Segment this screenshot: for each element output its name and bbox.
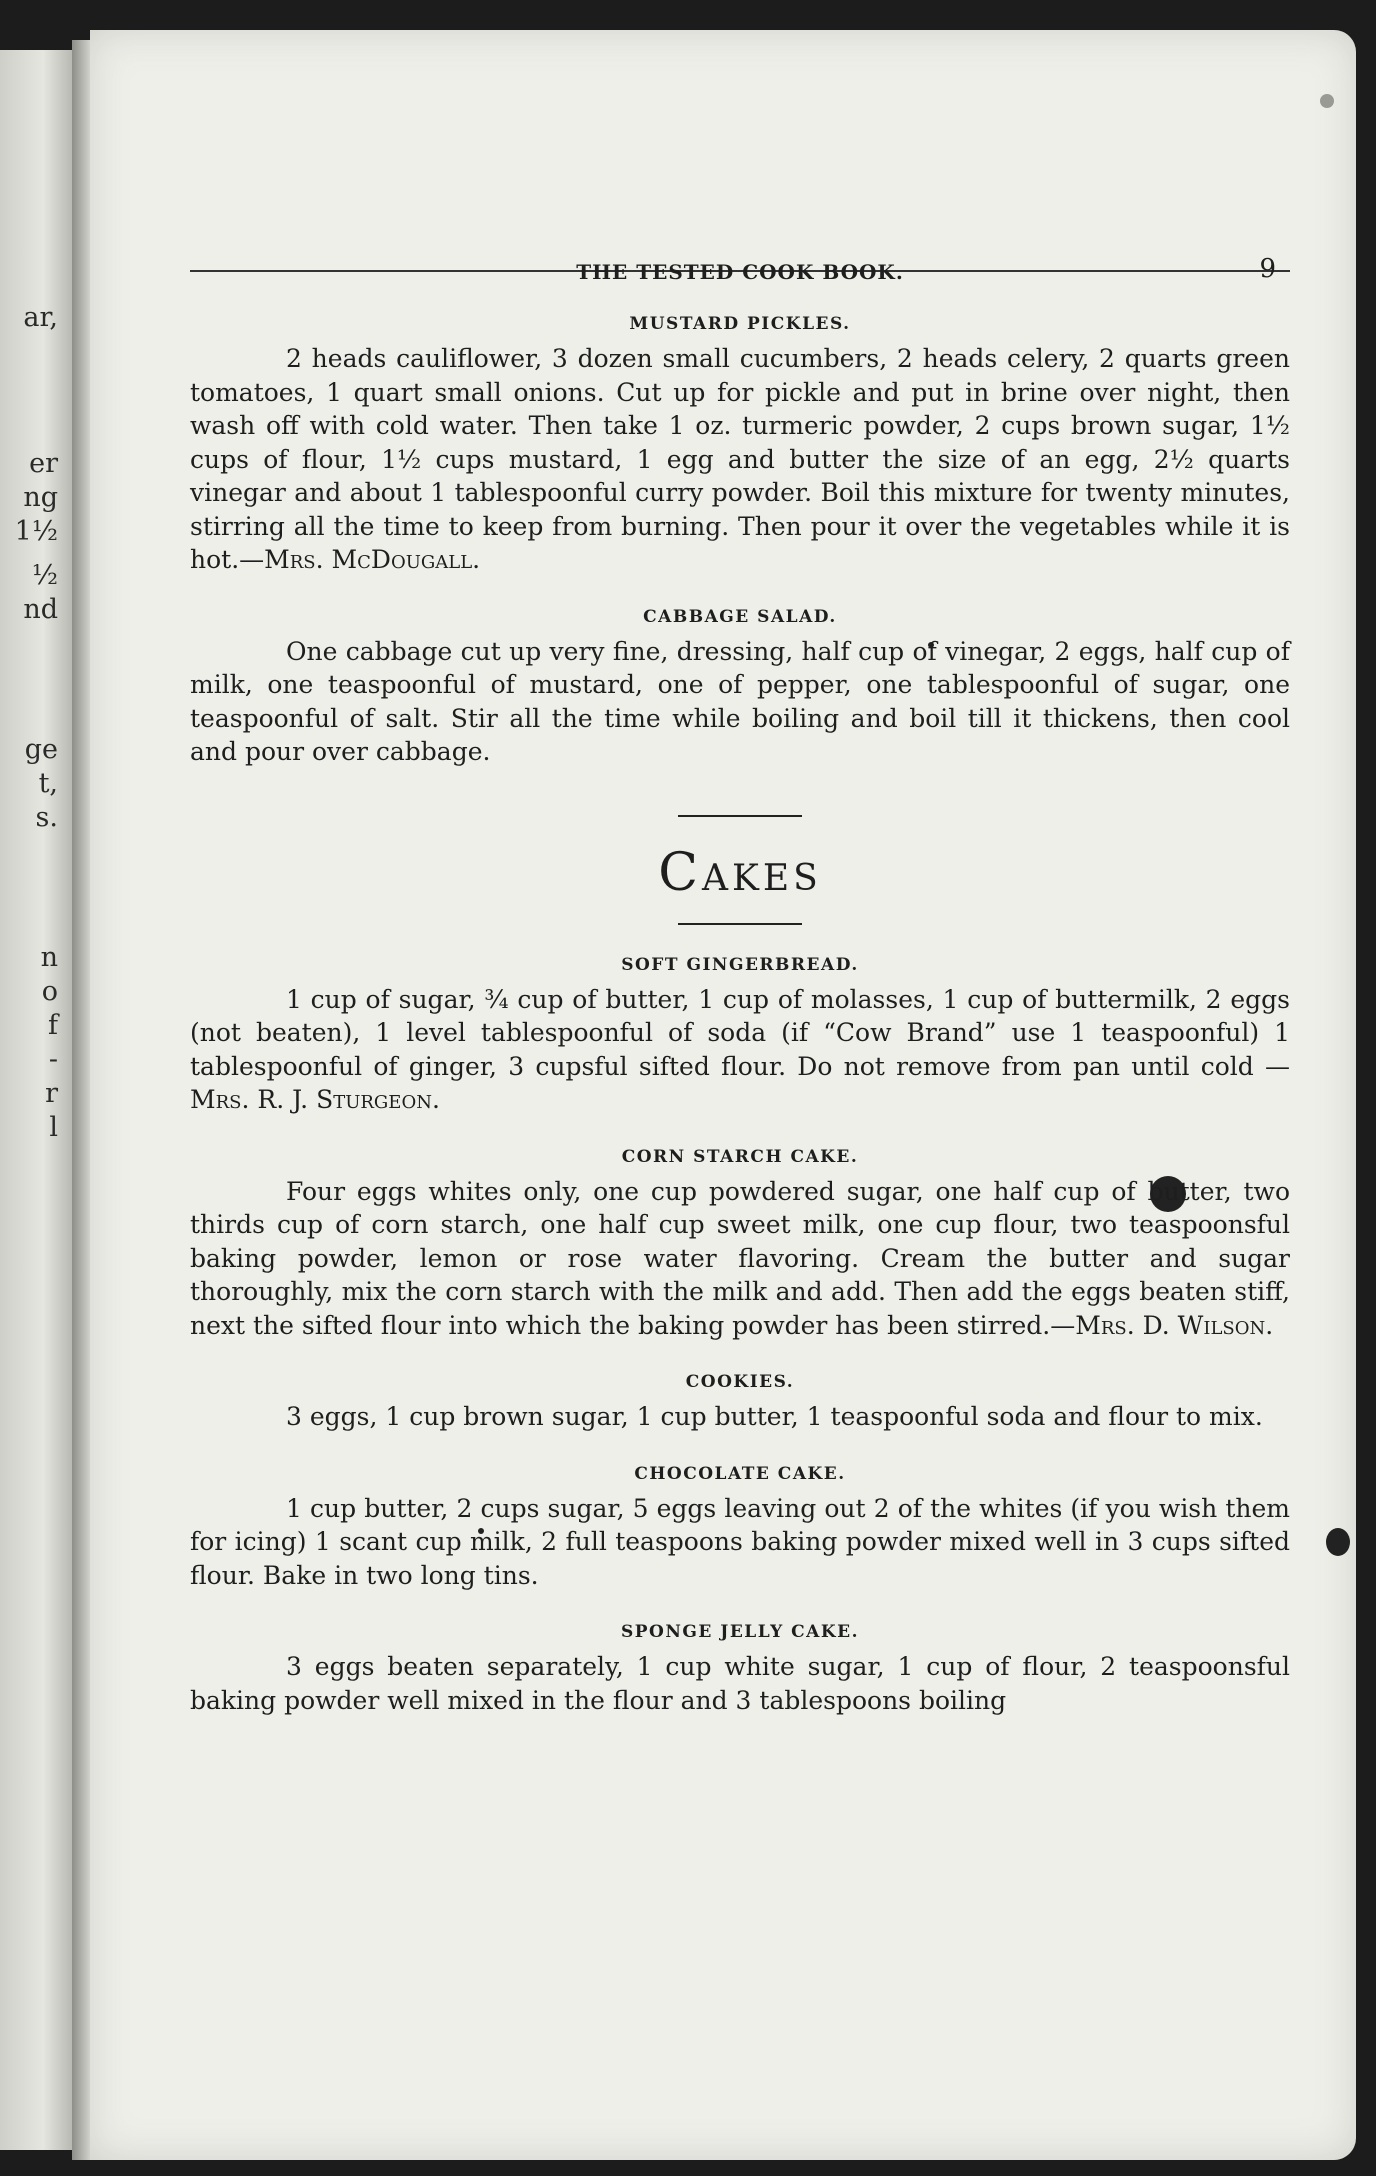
recipe-body: [190, 983, 1290, 1117]
section-rule: [678, 923, 802, 925]
recipe-body: [190, 635, 1290, 769]
running-header: [190, 230, 1290, 284]
recipe-body: [190, 1400, 1290, 1434]
recipe-author: Mrs. D. Wilson.: [1075, 1310, 1274, 1340]
fragment: ge: [24, 734, 58, 765]
recipe: [190, 1147, 1290, 1343]
recipe: [190, 1372, 1290, 1434]
recipe: [190, 314, 1290, 577]
fragment: nd: [23, 594, 58, 625]
fragment: ½: [31, 560, 58, 591]
fragment: ng: [23, 482, 58, 513]
fragment: er: [29, 448, 58, 479]
recipe: [190, 1622, 1290, 1717]
recipe-title: SOFT GINGERBREAD.: [621, 954, 859, 975]
fragment: o: [41, 976, 58, 1007]
recipe-body: [190, 1492, 1290, 1593]
recipe-body: [190, 1175, 1290, 1343]
recipe-title: CHOCOLATE CAKE.: [634, 1463, 846, 1484]
page-content: [190, 230, 1290, 1717]
recipe-title: COOKIES.: [685, 1372, 795, 1392]
recipe-title: SPONGE JELLY CAKE.: [620, 1622, 860, 1642]
fragment: t,: [38, 768, 58, 799]
recipe-title: MUSTARD PICKLES.: [629, 314, 851, 334]
recipe-text: Four eggs whites only, one cup powdered sugar, one half cup of butter, two thirds cup of corn starch, one half cup sweet milk, one cup flour, two teaspoonsful baking powder, lemon or rose water flavoring. Cream the butter and sugar thoroughly, mix the corn starch with the milk and add. Then add the eggs beaten stiff, next the sifted flour into which the baking powder has been stirred.—: [190, 1176, 1290, 1340]
fragment: s.: [35, 802, 58, 833]
fragment: l: [49, 1112, 58, 1143]
fragment: -: [48, 1044, 58, 1075]
recipe: [190, 607, 1290, 769]
facing-page-edge: [0, 50, 72, 2150]
recipe-body: [190, 1650, 1290, 1717]
recipe: [190, 955, 1290, 1117]
section-heading: Cakes: [658, 842, 822, 903]
fragment: n: [40, 942, 58, 973]
recipe-author: Mrs. McDougall.: [264, 545, 481, 574]
fragment: 1½: [14, 516, 58, 547]
ink-blot: [1326, 1528, 1350, 1556]
book-page: [90, 30, 1356, 2160]
running-title: THE TESTED COOK BOOK.: [576, 260, 904, 284]
paper-speck: [1320, 94, 1334, 108]
fragment: r: [45, 1078, 58, 1109]
facing-page-text-fragments: [0, 50, 70, 2150]
recipe: [190, 1464, 1290, 1593]
recipe-text: 3 eggs beaten separately, 1 cup white sugar, 1 cup of flour, 2 teaspoonsful baking powder well mixed in the flour and 3 tablespoons boiling: [190, 1652, 1290, 1715]
recipe-title: CABBAGE SALAD.: [643, 606, 837, 627]
fragment: ar,: [23, 302, 58, 333]
recipe-body: [190, 342, 1290, 577]
recipe-author: Mrs. R. J. Sturgeon.: [190, 1085, 440, 1114]
fragment: f: [48, 1010, 58, 1041]
recipe-text: One cabbage cut up very fine, dressing, half cup of vinegar, 2 eggs, half cup of milk, one teaspoonful of mustard, one of pepper, one tablespoonful of sugar, one teaspoonful of salt. Stir all the time while boiling and boil till it thickens, then cool and pour over cabbage.: [190, 636, 1290, 766]
recipe-title: CORN STARCH CAKE.: [621, 1146, 859, 1167]
section-rule: [678, 815, 802, 817]
recipe-text: 2 heads cauliflower, 3 dozen small cucumbers, 2 heads celery, 2 quarts green tomatoes, 1 quart small onions. Cut up for pickle and put in brine over night, then wash off with cold water. Then take 1 oz. turmeric powder, 2 cups brown sugar, 1½ cups of flour, 1½ cups mustard, 1 egg and butter the size of an egg, 2½ quarts vinegar and about 1 tablespoonful curry powder. Boil this mixture for twenty minutes, stirring all the time to keep from burning. Then pour it over the vegetables while it is hot.—: [190, 344, 1290, 574]
book-gutter: [72, 40, 92, 2160]
recipe-text: 3 eggs, 1 cup brown sugar, 1 cup butter, 1 teaspoonful soda and flour to mix.: [286, 1402, 1263, 1431]
page-number: 9: [1259, 254, 1276, 284]
recipe-text: 1 cup butter, 2 cups sugar, 5 eggs leaving out 2 of the whites (if you wish them for icing) 1 scant cup milk, 2 full teaspoons baking powder mixed well in 3 cups sifted flour. Bake in two long tins.: [190, 1493, 1290, 1590]
recipe-text: 1 cup of sugar, ¾ cup of butter, 1 cup of molasses, 1 cup of buttermilk, 2 eggs (not beaten), 1 level tablespoonful of soda (if “Cow Brand” use 1 teaspoonful) 1 tablespoonful of ginger, 3 cupsful sifted flour. Do not remove from pan until cold —: [190, 984, 1290, 1081]
